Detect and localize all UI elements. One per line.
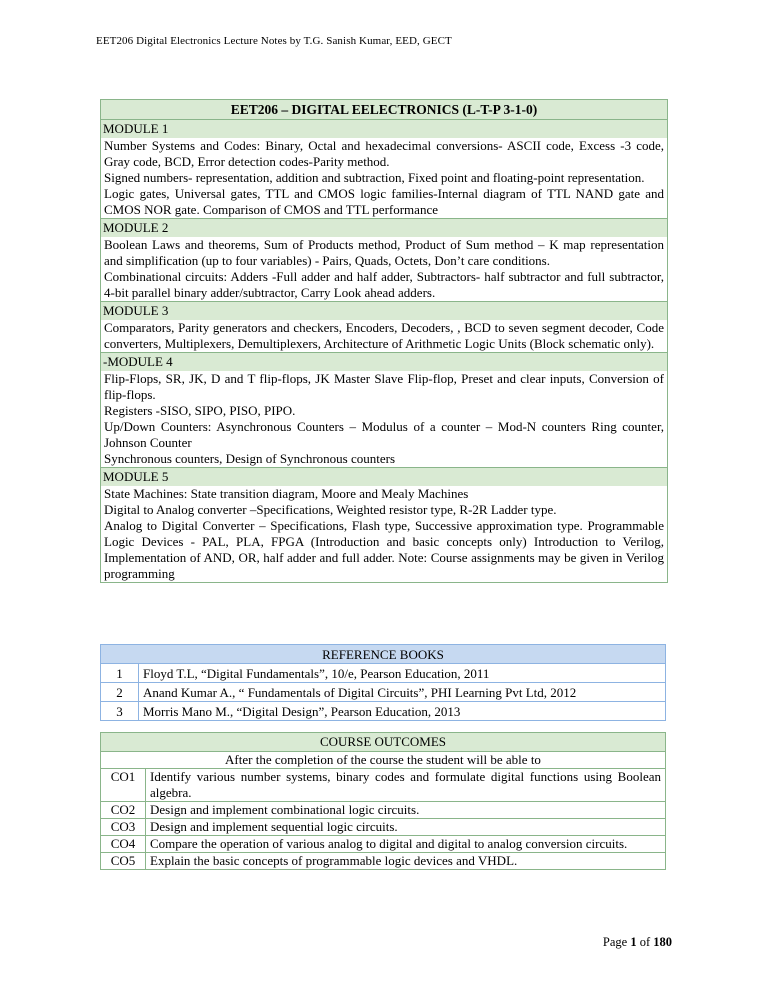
table-row — [101, 836, 666, 853]
outcome-code: CO1 — [101, 769, 146, 802]
module-paragraph: Comparators, Parity generators and checkers, Encoders, Decoders, , BCD to seven segment decoder, Code converters, Multiplexers, Demultiplexers, Architecture of Arithmetic Logic Units (Block schematic only). — [104, 320, 664, 351]
module-paragraph: Boolean Laws and theorems, Sum of Products method, Product of Sum method – K map representation and simplification (up to four variables) - Pairs, Quads, Octets, Don’t care conditions. — [104, 237, 664, 268]
module-4 — [101, 353, 667, 468]
syllabus-title: EET206 – DIGITAL EELECTRONICS (L-T-P 3-1-0) — [101, 100, 667, 120]
outcome-text: Design and implement sequential logic circuits. — [146, 819, 666, 836]
reference-books-table — [100, 644, 666, 721]
outcome-code: CO4 — [101, 836, 146, 853]
page-header: EET206 Digital Electronics Lecture Notes by T.G. Sanish Kumar, EED, GECT — [96, 35, 452, 47]
module-heading: -MODULE 4 — [101, 353, 667, 371]
reference-books-title: REFERENCE BOOKS — [101, 645, 666, 664]
table-row — [101, 702, 666, 721]
outcome-code: CO2 — [101, 802, 146, 819]
course-outcomes-subtitle: After the completion of the course the student will be able to — [101, 752, 666, 769]
reference-text: Floyd T.L, “Digital Fundamentals”, 10/e, Pearson Education, 2011 — [139, 664, 666, 683]
module-paragraph: State Machines: State transition diagram, Moore and Mealy Machines — [104, 486, 469, 501]
table-row — [101, 683, 666, 702]
module-heading: MODULE 3 — [101, 302, 667, 320]
table-row — [101, 769, 666, 802]
footer-middle: of — [636, 935, 654, 949]
outcome-text: Identify various number systems, binary codes and formulate digital functions using Boolean algebra. — [146, 769, 666, 802]
course-outcomes-table — [100, 732, 666, 870]
module-paragraph: Analog to Digital Converter – Specifications, Flash type, Successive approximation type. Programmable Logic Devices - PAL, PLA, FPGA (Introduction and basic concepts only) Introduction to Verilog, Implementation of AND, OR, half adder and full adder. Note: Course assignments may be given in Verilog programming — [104, 518, 664, 581]
page-total: 180 — [653, 935, 672, 949]
table-row — [101, 853, 666, 870]
module-paragraph: Synchronous counters, Design of Synchronous counters — [104, 451, 396, 466]
outcome-code: CO5 — [101, 853, 146, 870]
outcome-code: CO3 — [101, 819, 146, 836]
module-1 — [101, 120, 667, 219]
module-paragraph: Digital to Analog converter –Specifications, Weighted resistor type, R-2R Ladder type. — [104, 502, 557, 517]
table-row — [101, 802, 666, 819]
module-3 — [101, 302, 667, 353]
module-heading: MODULE 2 — [101, 219, 667, 237]
module-2 — [101, 219, 667, 302]
page-footer — [603, 935, 672, 950]
reference-text: Anand Kumar A., “ Fundamentals of Digital Circuits”, PHI Learning Pvt Ltd, 2012 — [139, 683, 666, 702]
module-paragraph: Combinational circuits: Adders -Full adder and half adder, Subtractors- half subtractor and full subtractor, 4-bit parallel binary adder/subtractor, Carry Look ahead adders. — [104, 269, 664, 300]
table-row — [101, 664, 666, 683]
course-outcomes-title: COURSE OUTCOMES — [101, 733, 666, 752]
module-paragraph: Up/Down Counters: Asynchronous Counters – Modulus of a counter – Mod-N counters Ring counter, Johnson Counter — [104, 419, 664, 450]
reference-number: 1 — [101, 664, 139, 683]
reference-text: Morris Mano M., “Digital Design”, Pearson Education, 2013 — [139, 702, 666, 721]
module-paragraph: Number Systems and Codes: Binary, Octal and hexadecimal conversions- ASCII code, Excess -3 code, Gray code, BCD, Error detection codes-Parity method. — [104, 138, 664, 169]
table-row — [101, 819, 666, 836]
outcome-text: Compare the operation of various analog to digital and digital to analog conversion circuits. — [146, 836, 666, 853]
syllabus-table — [100, 99, 668, 583]
module-heading: MODULE 5 — [101, 468, 667, 486]
module-paragraph: Flip-Flops, SR, JK, D and T flip-flops, JK Master Slave Flip-flop, Preset and clear inputs, Conversion of flip-flops. — [104, 371, 664, 402]
module-heading: MODULE 1 — [101, 120, 667, 138]
reference-number: 2 — [101, 683, 139, 702]
reference-number: 3 — [101, 702, 139, 721]
module-paragraph: Logic gates, Universal gates, TTL and CMOS logic families-Internal diagram of TTL NAND gate and CMOS NOR gate. Comparison of CMOS and TTL performance — [104, 186, 664, 217]
module-5 — [101, 468, 667, 582]
outcome-text: Explain the basic concepts of programmable logic devices and VHDL. — [146, 853, 666, 870]
footer-prefix: Page — [602, 935, 631, 949]
page-number: 1 — [630, 935, 637, 949]
outcome-text: Design and implement combinational logic circuits. — [146, 802, 666, 819]
module-paragraph: Registers -SISO, SIPO, PISO, PIPO. — [104, 403, 296, 418]
module-paragraph: Signed numbers- representation, addition and subtraction, Fixed point and floating-point representation. — [104, 170, 645, 185]
